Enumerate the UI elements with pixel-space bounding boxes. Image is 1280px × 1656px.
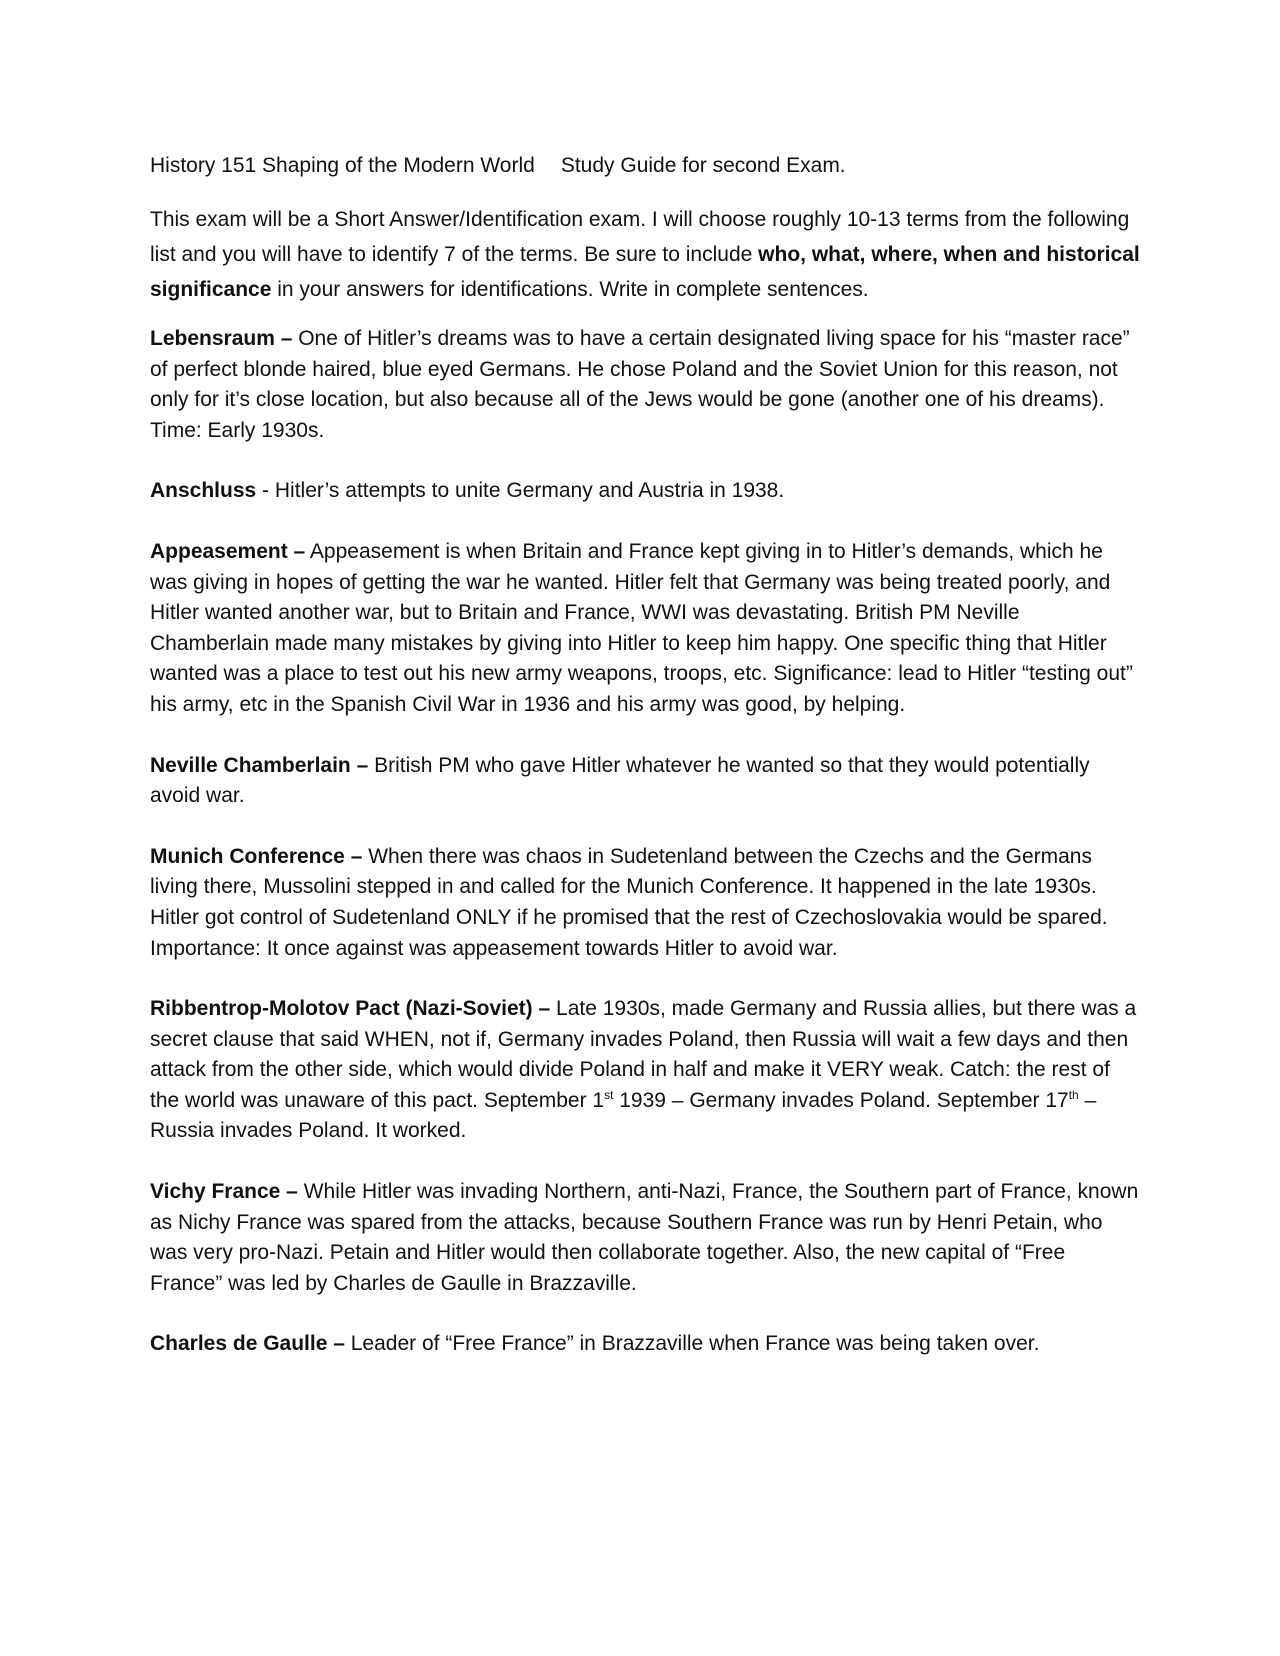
term-definition: While Hitler was invading Northern, anti-Nazi, France, the Southern part of France, known as Nichy France was spared from the attacks, because Southern France was run by Henri Petain, who was very pro-Nazi. Petain and Hitler would then collaborate together. Also, the new capital of “Free France” was led by Charles de Gaulle in Brazzaville. [150,1180,1139,1295]
term-label: Vichy France – [150,1180,298,1204]
guide-title: Study Guide for second Exam. [560,154,846,177]
term-definition: Leader of “Free France” in Brazzaville when France was being taken over. [344,1332,1040,1356]
intro-paragraph [150,202,1140,307]
term-definition: Appeasement is when Britain and France kept giving in to Hitler’s demands, which he was giving in hopes of getting the war he wanted. Hitler felt that Germany was being treated poorly, and Hitler wanted another war, but to Britain and France, WWI was devastating. British PM Neville Chamberlain made many mistakes by giving into Hitler to keep him happy. One specific thing that Hitler wanted was a place to test out his new army weapons, troops, etc. Significance: lead to Hitler “testing out” his army, etc in the Spanish Civil War in 1936 and his army was good, by helping. [150,539,1133,716]
term-lebensraum [150,324,1140,446]
term-vichy-france [150,1177,1140,1299]
document-page [150,150,1140,1390]
term-definition: British PM who gave Hitler whatever he wanted so that they would potentially avoid war. [150,753,1090,808]
course-title: History 151 Shaping of the Modern World [150,154,535,177]
term-label: Appeasement – [150,539,306,563]
term-charles-de-gaulle [150,1329,1140,1360]
term-label: Ribbentrop-Molotov Pact (Nazi-Soviet) – [150,997,551,1021]
term-definition-part-3: – Russia invades Poland. It worked. [150,1088,1097,1143]
term-appeasement [150,537,1140,721]
term-label: Munich Conference – [150,844,363,868]
intro-bold: who, what, where, when and historical significance [150,243,1140,301]
term-label: Charles de Gaulle – [150,1332,345,1356]
term-munich-conference [150,842,1140,964]
term-ribbentrop-molotov-pact [150,994,1140,1147]
document-title [150,150,1140,182]
term-label: Lebensraum – [150,327,293,350]
term-definition: - Hitler’s attempts to unite Germany and Austria in 1938. [256,479,785,503]
term-definition: When there was chaos in Sudetenland between the Czechs and the Germans living there, Mussolini stepped in and called for the Munich Conference. It happened in the late 1930s. Hitler got control of Sudetenland ONLY if he promised that the rest of Czechoslovakia would be spared. Importance: It once against was appeasement towards Hitler to avoid war. [150,844,1108,960]
intro-text-2: in your answers for identifications. Write in complete sentences. [271,278,869,301]
term-definition-part-1: Late 1930s, made Germany and Russia allies, but there was a secret clause that said WHEN, not if, Germany invades Poland, then Russia will wait a few days and then attack from the other side, which would divide Poland in half and make it VERY weak. Catch: the rest of the world was unaware of this pact. September 1 [150,997,1137,1112]
term-definition-part-2: 1939 – Germany invades Poland. September 17 [613,1088,1069,1112]
term-definition: One of Hitler’s dreams was to have a certain designated living space for his “master race” of perfect blonde haired, blue eyed Germans. He chose Poland and the Soviet Union for this reason, not only for it’s close location, but also because all of the Jews would be gone (another one of his dreams). Time: Early 1930s. [150,327,1130,442]
ordinal-suffix: th [1068,1087,1079,1102]
intro-text-1: This exam will be a Short Answer/Identification exam. I will choose roughly 10-13 terms from the following list and you will have to identify 7 of the terms. Be sure to include [150,208,1130,266]
term-anschluss [150,476,1140,507]
term-label: Anschluss [150,479,257,503]
term-label: Neville Chamberlain – [150,753,369,777]
ordinal-suffix: st [604,1087,614,1102]
term-neville-chamberlain [150,751,1140,812]
